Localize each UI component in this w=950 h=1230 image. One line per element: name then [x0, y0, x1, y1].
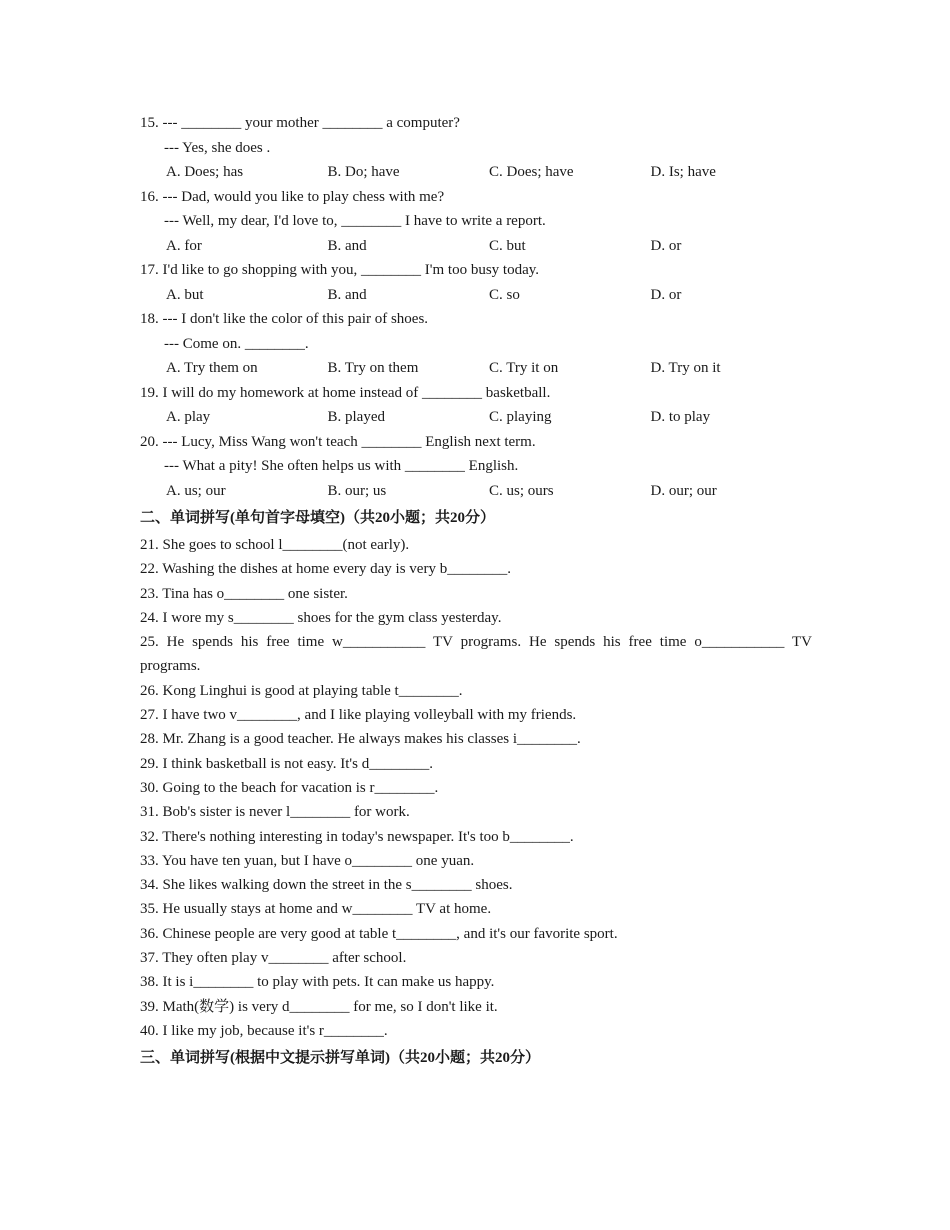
option-d: D. Try on it — [650, 360, 721, 376]
option-b: B. our; us — [327, 482, 387, 499]
section-3-title: 三、单词拼写(根据中文提示拼写单词)（共20小题；共20分） — [140, 1050, 540, 1067]
spelling-item-26: 26. Kong Linghui is good at playing table t________. — [140, 682, 463, 699]
option-c: C. so — [489, 286, 520, 303]
option-c: C. but — [489, 237, 526, 254]
option-c: C. playing — [489, 409, 552, 425]
option-d: D. our; our — [650, 482, 717, 499]
question-16 — [140, 185, 812, 259]
spelling-item-24: 24. I wore my s________ shoes for the gym class yesterday. — [140, 609, 502, 626]
option-c: C. us; ours — [489, 482, 554, 499]
option-c: C. Try it on — [489, 360, 559, 376]
spelling-item-22: 22. Washing the dishes at home every day is very b________. — [140, 561, 511, 578]
spelling-item-35: 35. He usually stays at home and w________ TV at home. — [140, 901, 492, 918]
question-response: --- Come on. ________. — [164, 335, 309, 352]
option-b: B. Try on them — [327, 360, 419, 376]
question-response: --- What a pity! She often helps us with ________ English. — [164, 458, 519, 474]
spelling-list — [140, 533, 812, 1043]
option-c: C. Does; have — [489, 164, 574, 180]
option-d: D. to play — [650, 409, 711, 425]
spelling-item-28: 28. Mr. Zhang is a good teacher. He always makes his classes i________. — [140, 731, 581, 748]
spelling-item-29: 29. I think basketball is not easy. It's d________. — [140, 755, 433, 772]
option-a: A. for — [166, 237, 202, 254]
question-response: --- Yes, she does . — [164, 139, 271, 156]
spelling-item-38: 38. It is i________ to play with pets. It can make us happy. — [140, 974, 495, 991]
exam-content — [140, 111, 812, 1073]
answer-options — [140, 160, 812, 185]
spelling-item-27: 27. I have two v________, and I like playing volleyball with my friends. — [140, 707, 577, 724]
option-d: D. or — [650, 286, 682, 303]
spelling-item-36: 36. Chinese people are very good at table t________, and it's our favorite sport. — [140, 925, 618, 942]
option-a: A. Try them on — [166, 360, 258, 376]
question-19 — [140, 381, 812, 430]
question-20 — [140, 430, 812, 504]
question-stem: 18. --- I don't like the color of this pair of shoes. — [140, 311, 429, 327]
answer-options — [140, 479, 812, 504]
answer-options — [140, 283, 812, 308]
option-a: A. play — [166, 409, 211, 425]
spelling-item-40: 40. I like my job, because it's r________. — [140, 1022, 388, 1039]
option-a: A. Does; has — [166, 164, 244, 180]
option-b: B. and — [327, 237, 367, 254]
question-stem: 20. --- Lucy, Miss Wang won't teach ________ English next term. — [140, 433, 536, 450]
spelling-item-32: 32. There's nothing interesting in today's newspaper. It's too b________. — [140, 828, 574, 845]
option-d: D. or — [650, 237, 682, 254]
spelling-item-31: 31. Bob's sister is never l________ for work. — [140, 804, 410, 821]
question-15 — [140, 111, 812, 185]
option-b: B. played — [327, 409, 385, 425]
option-a: A. us; our — [166, 482, 226, 499]
question-stem: 19. I will do my homework at home instead of ________ basketball. — [140, 384, 551, 401]
answer-options — [140, 234, 812, 259]
option-b: B. Do; have — [327, 164, 400, 180]
question-17 — [140, 258, 812, 307]
option-d: D. Is; have — [650, 164, 716, 180]
spelling-item-33: 33. You have ten yuan, but I have o________ one yuan. — [140, 852, 475, 869]
spelling-item-25: 25. He spends his free time w___________ TV programs. He spends his free time o___________ TV programs. — [140, 634, 812, 675]
spelling-item-23: 23. Tina has o________ one sister. — [140, 585, 348, 602]
spelling-item-37: 37. They often play v________ after school. — [140, 950, 407, 967]
answer-options — [140, 405, 812, 430]
question-response: --- Well, my dear, I'd love to, ________ I have to write a report. — [164, 213, 546, 229]
question-stem: 16. --- Dad, would you like to play chess with me? — [140, 188, 445, 205]
option-a: A. but — [166, 286, 204, 303]
spelling-item-34: 34. She likes walking down the street in the s________ shoes. — [140, 877, 513, 894]
spelling-item-39: 39. Math(数学) is very d________ for me, so I don't like it. — [140, 998, 498, 1015]
option-b: B. and — [327, 286, 367, 303]
spelling-item-30: 30. Going to the beach for vacation is r________. — [140, 779, 439, 796]
question-18 — [140, 307, 812, 381]
spelling-item-21: 21. She goes to school l________(not early). — [140, 537, 410, 553]
question-stem: 17. I'd like to go shopping with you, ________ I'm too busy today. — [140, 262, 540, 278]
answer-options — [140, 356, 812, 381]
question-stem: 15. --- ________ your mother ________ a computer? — [140, 115, 460, 131]
section-2-title: 二、单词拼写(单句首字母填空)（共20小题；共20分） — [140, 510, 495, 526]
